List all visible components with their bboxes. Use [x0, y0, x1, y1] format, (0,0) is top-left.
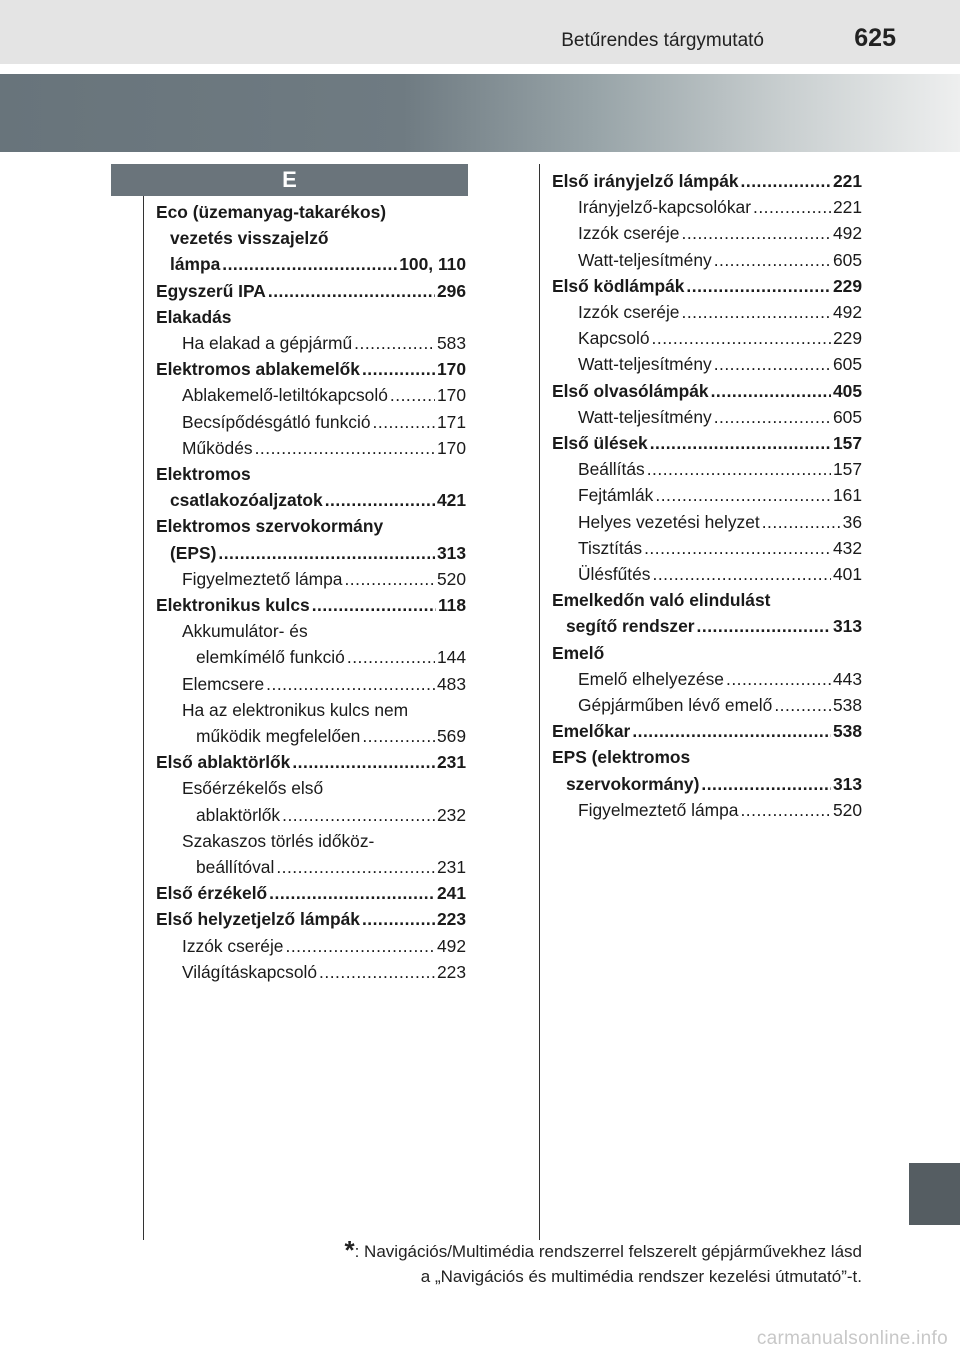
entry-page-number: 313 [832, 773, 862, 794]
entry-term: elemkímélő funkció [196, 647, 345, 668]
dot-leader [650, 430, 831, 456]
entry-page-number: 492 [832, 223, 862, 244]
entry-term: Elakadás [156, 306, 232, 327]
dot-leader [714, 351, 831, 377]
index-entry [552, 404, 862, 430]
entry-page-number: 483 [436, 673, 466, 694]
index-entry [552, 561, 862, 587]
dot-leader [325, 487, 435, 513]
footnote-text-2: a „Navigációs és multimédia rendszer kezelési útmutató”-t. [420, 1267, 862, 1286]
dot-leader [390, 382, 435, 408]
entry-page-number: 405 [832, 380, 862, 401]
entry-page-number: 221 [832, 197, 862, 218]
dot-leader [354, 330, 435, 356]
entry-page-number: 223 [436, 961, 466, 982]
index-entry [552, 168, 862, 194]
dot-leader [222, 251, 397, 277]
entry-page-number: 296 [436, 280, 466, 301]
entry-page-number: 520 [832, 799, 862, 820]
index-entry [156, 592, 466, 618]
index-entry [156, 749, 466, 775]
index-entry [552, 273, 862, 299]
index-entry [156, 225, 466, 251]
entry-term: EPS (elektromos [552, 747, 691, 768]
index-entry [156, 278, 466, 304]
entry-term: Fejtámlák [578, 485, 654, 506]
entry-term: Elektromos ablakemelők [156, 359, 360, 380]
dot-leader [276, 854, 435, 880]
dot-leader [632, 718, 831, 744]
index-entry [156, 933, 466, 959]
index-entry [156, 251, 466, 277]
index-column-left [156, 199, 466, 985]
index-entry [552, 378, 862, 404]
entry-term: Figyelmeztető lámpa [182, 568, 343, 589]
dot-leader [714, 404, 831, 430]
entry-page-number: 170 [436, 437, 466, 458]
index-entry [552, 771, 862, 797]
index-entry [156, 330, 466, 356]
index-entry [156, 906, 466, 932]
index-entry [552, 692, 862, 718]
index-entry [156, 671, 466, 697]
entry-term: Akkumulátor- és [182, 621, 308, 642]
entry-term: Első érzékelő [156, 883, 268, 904]
index-entry [156, 723, 466, 749]
index-entry [156, 382, 466, 408]
column-rule-middle [539, 164, 540, 1240]
dot-leader [741, 168, 831, 194]
dot-leader [655, 482, 831, 508]
entry-term: Elemcsere [182, 673, 265, 694]
entry-term: Esőérzékelős első [182, 778, 324, 799]
entry-page-number: 157 [832, 433, 862, 454]
dot-leader [697, 613, 831, 639]
entry-term: Elektronikus kulcs [156, 595, 310, 616]
index-entry [552, 325, 862, 351]
footnote [142, 1235, 862, 1289]
entry-page-number: 232 [436, 804, 466, 825]
dot-leader [762, 509, 841, 535]
entry-term: Tisztítás [578, 537, 643, 558]
index-entry [552, 299, 862, 325]
index-entry [156, 566, 466, 592]
entry-term: Emelő elhelyezése [578, 668, 724, 689]
dot-leader [285, 933, 435, 959]
entry-term: Ha elakad a gépjármű [182, 333, 353, 354]
entry-page-number: 605 [832, 354, 862, 375]
entry-term: Kapcsoló [578, 328, 650, 349]
index-entry [552, 456, 862, 482]
entry-term: csatlakozóaljzatok [170, 490, 323, 511]
entry-page-number: 229 [832, 328, 862, 349]
index-entry [156, 618, 466, 644]
entry-term: Beállítás [578, 459, 645, 480]
entry-term: Watt-teljesítmény [578, 406, 712, 427]
dot-leader [347, 644, 435, 670]
index-column-right [552, 168, 862, 823]
entry-page-number: 170 [436, 385, 466, 406]
entry-term: Izzók cseréje [578, 223, 680, 244]
index-entry [156, 802, 466, 828]
dot-leader [644, 535, 831, 561]
footnote-text-1: : Navigációs/Multimédia rendszerrel felszerelt gépjárművekhez lásd [354, 1242, 862, 1261]
entry-page-number: 432 [832, 537, 862, 558]
entry-page-number: 229 [832, 275, 862, 296]
dot-leader [373, 409, 435, 435]
index-entry [552, 247, 862, 273]
index-entry [156, 644, 466, 670]
entry-term: működik megfelelően [196, 726, 361, 747]
entry-page-number: 171 [436, 411, 466, 432]
index-entry [552, 509, 862, 535]
dot-leader [753, 194, 831, 220]
index-entry [552, 482, 862, 508]
entry-term: segítő rendszer [566, 616, 695, 637]
header-banner [0, 74, 960, 152]
entry-term: Elektromos szervokormány [156, 516, 384, 537]
entry-term: Világításkapcsoló [182, 961, 318, 982]
index-entry [552, 613, 862, 639]
entry-term: (EPS) [170, 542, 217, 563]
entry-term: Izzók cseréje [182, 935, 284, 956]
index-entry [156, 409, 466, 435]
footnote-line-1 [142, 1235, 862, 1265]
entry-term: Izzók cseréje [578, 302, 680, 323]
entry-page-number: 421 [436, 490, 466, 511]
entry-page-number: 231 [436, 752, 466, 773]
entry-term: Ülésfűtés [578, 564, 651, 585]
index-entry [156, 435, 466, 461]
entry-page-number: 221 [832, 171, 862, 191]
entry-term: Egyszerű IPA [156, 280, 266, 301]
index-entry [156, 513, 466, 539]
index-entry [156, 697, 466, 723]
entry-page-number: 538 [832, 695, 862, 716]
entry-page-number: 569 [436, 726, 466, 747]
dot-leader [686, 273, 831, 299]
entry-page-number: 231 [436, 857, 466, 878]
dot-leader [255, 435, 435, 461]
index-entry [552, 430, 862, 456]
index-entry [156, 540, 466, 566]
entry-term: Emelő [552, 642, 605, 663]
entry-page-number: 605 [832, 249, 862, 270]
entry-page-number: 144 [436, 647, 466, 668]
entry-term: Ablakemelő-letiltókapcsoló [182, 385, 388, 406]
entry-term: ablaktörlők [196, 804, 281, 825]
index-entry [552, 535, 862, 561]
entry-term: Első ablaktörlők [156, 752, 291, 773]
index-entry [552, 640, 862, 666]
entry-term: Első ülések [552, 433, 648, 454]
entry-term: vezetés visszajelző [170, 228, 329, 249]
index-entry [552, 220, 862, 246]
index-entry [156, 461, 466, 487]
entry-term: Becsípődésgátló funkció [182, 411, 371, 432]
footnote-star: * [344, 1235, 355, 1265]
dot-leader [362, 356, 435, 382]
entry-term: Irányjelző-kapcsolókar [578, 197, 752, 218]
entry-term: Emelőkar [552, 721, 631, 742]
header-title: Betűrendes tárgymutató [561, 30, 764, 51]
entry-page-number: 36 [842, 511, 862, 532]
entry-page-number: 223 [436, 909, 466, 930]
entry-page-number: 401 [832, 564, 862, 585]
watermark: carmanualsonline.info [756, 1328, 948, 1349]
entry-page-number: 161 [832, 485, 862, 506]
entry-page-number: 170 [436, 359, 466, 380]
entry-term: Működés [182, 437, 253, 458]
index-entry [156, 487, 466, 513]
index-entry [156, 199, 466, 225]
entry-term: Első olvasólámpák [552, 380, 709, 401]
entry-page-number: 241 [436, 883, 466, 904]
entry-term: lámpa [170, 254, 221, 275]
entry-page-number: 492 [832, 302, 862, 323]
entry-term: Első irányjelző lámpák [552, 171, 739, 191]
entry-page-number: 157 [832, 459, 862, 480]
entry-page-number: 443 [832, 668, 862, 689]
dot-leader [344, 566, 435, 592]
entry-term: Első helyzetjelző lámpák [156, 909, 360, 930]
entry-term: Emelkedőn való elindulást [552, 590, 771, 611]
entry-page-number: 605 [832, 406, 862, 427]
entry-term: Watt-teljesítmény [578, 354, 712, 375]
dot-leader [362, 723, 435, 749]
dot-leader [740, 797, 831, 823]
dot-leader [701, 771, 831, 797]
dot-leader [282, 802, 435, 828]
dot-leader [774, 692, 831, 718]
section-letter: E [111, 164, 468, 196]
entry-page-number: 520 [436, 568, 466, 589]
index-entry [552, 194, 862, 220]
index-entry [156, 304, 466, 330]
dot-leader [652, 325, 831, 351]
dot-leader [319, 959, 435, 985]
index-entry [552, 718, 862, 744]
dot-leader [266, 671, 435, 697]
dot-leader [714, 247, 831, 273]
index-entry [156, 356, 466, 382]
entry-term: Elektromos [156, 464, 251, 485]
dot-leader [218, 540, 435, 566]
column-rule-left [143, 196, 144, 1240]
index-entry [156, 959, 466, 985]
index-entry [156, 775, 466, 801]
index-entry [552, 797, 862, 823]
entry-term: Watt-teljesítmény [578, 249, 712, 270]
dot-leader [681, 299, 831, 325]
dot-leader [647, 456, 831, 482]
dot-leader [711, 378, 831, 404]
index-entry [156, 854, 466, 880]
entry-page-number: 313 [436, 542, 466, 563]
entry-term: beállítóval [196, 857, 275, 878]
index-entry [552, 351, 862, 377]
dot-leader [681, 220, 831, 246]
entry-page-number: 313 [832, 616, 862, 637]
entry-term: Eco (üzemanyag-takarékos) [156, 202, 387, 222]
dot-leader [726, 666, 831, 692]
entry-term: Első ködlámpák [552, 275, 685, 296]
index-entry [552, 587, 862, 613]
chapter-side-tab[interactable] [909, 1163, 960, 1225]
index-entry [552, 744, 862, 770]
entry-term: Figyelmeztető lámpa [578, 799, 739, 820]
dot-leader [362, 906, 435, 932]
entry-page-number: 583 [436, 333, 466, 354]
dot-leader [268, 278, 435, 304]
entry-term: Ha az elektronikus kulcs nem [182, 699, 409, 720]
entry-term: Szakaszos törlés időköz- [182, 830, 375, 851]
index-entry [156, 880, 466, 906]
entry-page-number: 118 [437, 595, 466, 616]
page-header [0, 0, 960, 64]
page-number: 625 [854, 24, 896, 52]
entry-page-number: 492 [436, 935, 466, 956]
dot-leader [653, 561, 831, 587]
dot-leader [312, 592, 436, 618]
entry-term: szervokormány) [566, 773, 700, 794]
dot-leader [292, 749, 435, 775]
index-entry [156, 828, 466, 854]
dot-leader [269, 880, 435, 906]
index-entry [552, 666, 862, 692]
entry-term: Gépjárműben lévő emelő [578, 695, 773, 716]
entry-page-number: 100, 110 [399, 254, 466, 275]
entry-term: Helyes vezetési helyzet [578, 511, 760, 532]
entry-page-number: 538 [832, 721, 862, 742]
